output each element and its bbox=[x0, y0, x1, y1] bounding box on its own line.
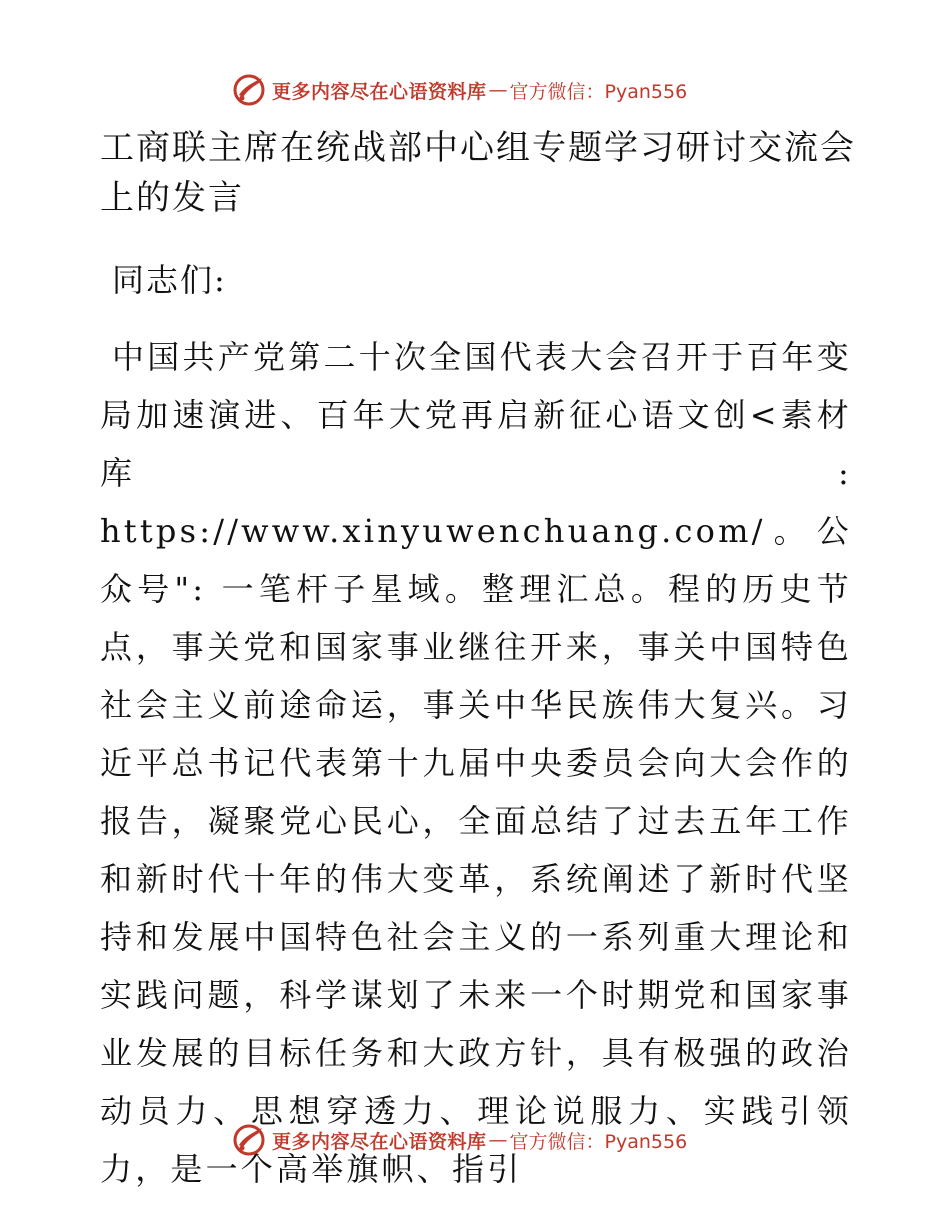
watermark-separator: — bbox=[488, 1129, 508, 1151]
watermark-main-text: 更多内容尽在心语资料库 bbox=[272, 1130, 487, 1153]
greeting-text: 同志们: bbox=[112, 261, 227, 299]
watermark-sub-text: 官方微信：Pyan556 bbox=[509, 80, 688, 103]
body-paragraph bbox=[100, 328, 852, 1198]
brush-circle-logo-icon bbox=[232, 73, 266, 107]
watermark-separator: — bbox=[488, 79, 508, 101]
watermark-main-text: 更多内容尽在心语资料库 bbox=[272, 80, 487, 103]
greeting bbox=[100, 255, 860, 305]
paragraph-text: 中国共产党第二十次全国代表大会召开于百年变局加速演进、百年大党再启新征心语文创<素材库: https://www.xinyuwenchuang.com/。公众号": 一笔杆子星域。整理汇总。程的历史节点，事关党和国家事业继往开来，事关中国特色社会主义前途命运，事关中华民族伟大复兴。习近平总书记代表第十九届中央委员会向大会作的报告，凝聚党心民心，全面总结了过去五年工作和新时代十年的伟大变革，系统阐述了新时代坚持和发展中国特色社会主义的一系列重大理论和实践问题，科学谋划了未来一个时期党和国家事业发展的目标任务和大政方针，具有极强的政治动员力、思想穿透力、理论说服力、实践引领力，是一个高举旗帜、指引 bbox=[100, 338, 852, 1188]
footer-watermark bbox=[232, 1120, 687, 1160]
document-title: 工商联主席在统战部中心组专题学习研讨交流会上的发言 bbox=[100, 128, 856, 218]
header-watermark bbox=[232, 70, 687, 110]
watermark-sub-text: 官方微信：Pyan556 bbox=[509, 1130, 688, 1153]
brush-circle-logo-icon bbox=[232, 1123, 266, 1157]
